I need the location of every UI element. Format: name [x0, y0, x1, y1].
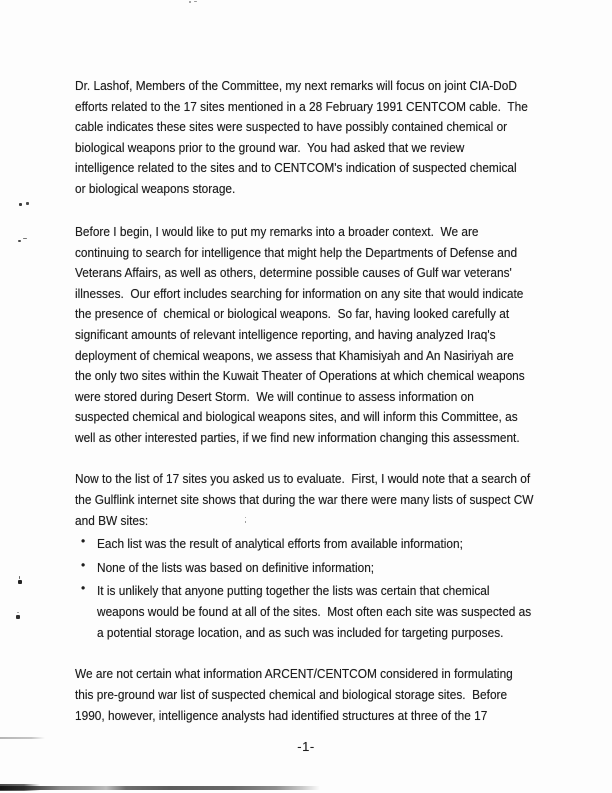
text-line: deployment of chemical weapons, we assess that Khamisiyah and An Nasiriyah are	[75, 347, 514, 363]
text-line: or biological weapons storage.	[75, 180, 236, 196]
paragraph	[75, 663, 561, 726]
text-line: biological weapons prior to the ground war. You had asked that we review	[75, 139, 465, 155]
text-line: intelligence related to the sites and to CENTCOM's indication of suspected chemical	[75, 160, 517, 176]
bullet-text	[97, 557, 405, 578]
text-line: Now to the list of 17 sites you asked us to evaluate. First, I would note that a search of	[75, 471, 531, 486]
text-line: cable indicates these sites were suspected to have possibly contained chemical or	[75, 119, 508, 135]
scan-speck	[19, 576, 20, 579]
scan-speck	[18, 580, 22, 584]
bullet-item	[81, 533, 504, 554]
paragraph	[75, 76, 578, 200]
paragraph	[75, 222, 575, 449]
scan-speck	[16, 615, 20, 619]
text-line: Veterans Affairs, as well as others, determine possible causes of Gulf war veterans'	[75, 265, 512, 281]
text-line: illnesses. Our effort includes searching for information on any site that would indicate	[75, 285, 524, 301]
text-line: It is unlikely that anyone putting together the lists was certain that chemical	[97, 583, 490, 598]
scan-speck	[194, 1, 197, 2]
text-line: significant amounts of relevant intelligence reporting, and having analyzed Iraq's	[75, 326, 496, 342]
scan-edge-shadow	[0, 786, 320, 790]
text-line: suspected chemical and biological weapons sites, and will inform this Committee, as	[75, 409, 518, 425]
bullet-item	[81, 580, 579, 643]
text-line: efforts related to the 17 sites mentioned in a 28 February 1991 CENTCOM cable. The	[75, 98, 528, 114]
text-line: were stored during Desert Storm. We will continue to assess information on	[75, 388, 474, 404]
text-line: continuing to search for intelligence that might help the Departments of Defense and	[75, 244, 518, 260]
text-line: the Gulflink internet site shows that during the war there were many lists of suspect CW	[75, 492, 534, 507]
scan-speck	[17, 612, 19, 613]
bullet-text	[97, 533, 504, 554]
bullet-icon: •	[81, 558, 86, 572]
text-line: Dr. Lashof, Members of the Committee, my next remarks will focus on joint CIA-DoD	[75, 78, 517, 93]
scan-speck	[19, 203, 22, 206]
text-line: this pre-ground war list of suspected chemical and biological storage sites. Before	[75, 687, 508, 702]
text-line: and BW sites:	[75, 513, 149, 528]
text-line: the only two sites within the Kuwait Theater of Operations at which chemical weapons	[75, 368, 525, 384]
text-line: a potential storage location, and as such was included for targeting purposes.	[97, 625, 504, 640]
text-line: weapons would be found at all of the sites. Most often each site was suspected as	[97, 604, 532, 619]
scan-speck	[245, 521, 246, 523]
bullet-item	[81, 557, 405, 578]
scan-smudge	[0, 737, 45, 739]
scan-speck	[245, 517, 246, 518]
page-number: -1-	[297, 739, 315, 754]
text-line: the presence of chemical or biological weapons. So far, having looked carefully at	[75, 306, 510, 322]
scan-speck	[189, 1, 191, 3]
scan-speck	[18, 240, 21, 242]
text-line: Each list was the result of analytical efforts from available information;	[97, 536, 463, 551]
text-line: well as other interested parties, if we find new information changing this assessment.	[75, 429, 520, 445]
text-line: 1990, however, intelligence analysts had identified structures at three of the 17	[75, 708, 488, 723]
paragraph	[75, 468, 584, 531]
text-line: Before I begin, I would like to put my remarks into a broader context. We are	[75, 224, 479, 239]
text-line: None of the lists was based on definitive information;	[97, 560, 375, 575]
bullet-icon: •	[81, 534, 86, 548]
bullet-icon: •	[81, 581, 86, 595]
bullet-text	[97, 580, 579, 643]
scan-speck	[26, 202, 29, 205]
text-line: We are not certain what information ARCENT/CENTCOM considered in formulating	[75, 666, 513, 681]
scan-speck	[23, 238, 27, 239]
